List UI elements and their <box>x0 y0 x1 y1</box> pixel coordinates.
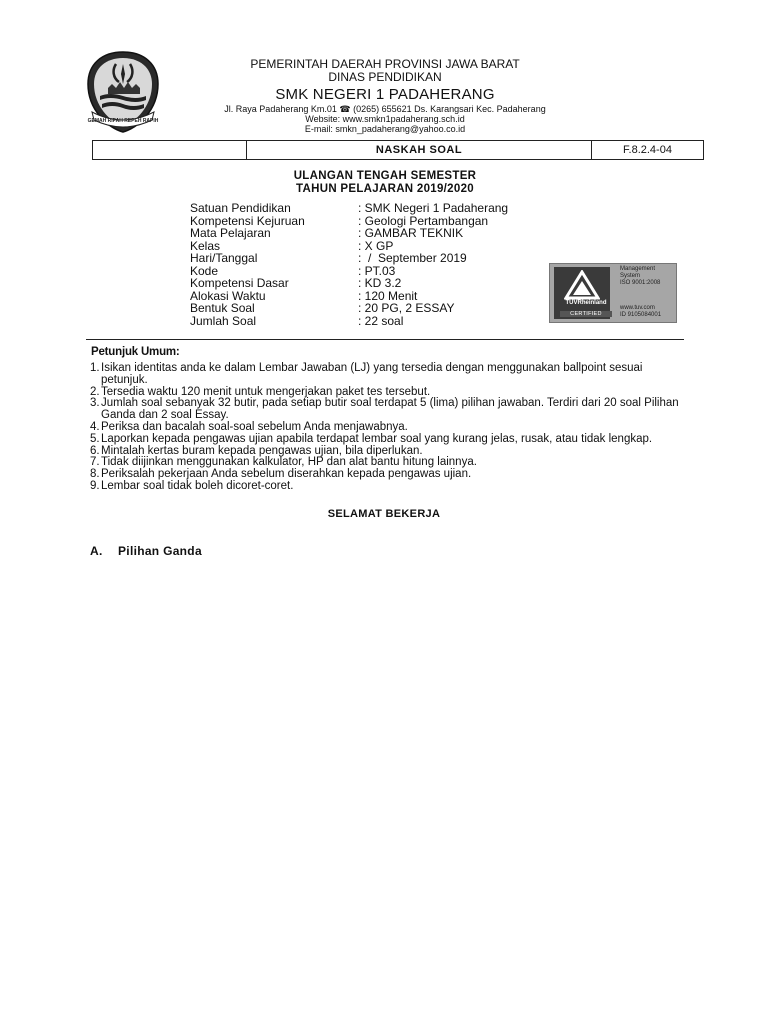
exam-title-line1: ULANGAN TENGAH SEMESTER <box>293 170 477 182</box>
info-row <box>190 315 508 328</box>
info-label: Jumlah Soal <box>190 313 257 328</box>
exam-title-line2: TAHUN PELAJARAN 2019/2020 <box>296 183 474 195</box>
info-value: : Geologi Pertambangan <box>358 213 489 228</box>
info-label: Kompetensi Kejuruan <box>190 213 305 228</box>
item-number: 1. <box>90 362 100 374</box>
section-letter: A. <box>90 544 103 558</box>
item-text: Tersedia waktu 120 menit untuk mengerjakan paket tes tersebut. <box>101 385 431 398</box>
document-code: F.8.2.4-04 <box>623 144 672 156</box>
info-value: : / September 2019 <box>358 251 467 265</box>
cert-details <box>620 266 676 319</box>
triangle-icon <box>564 270 600 300</box>
exam-info-list <box>190 202 508 327</box>
section-title: Pilihan Ganda <box>118 544 202 558</box>
school-email: E-mail: smkn_padaherang@yahoo.co.id <box>304 123 466 134</box>
item-text: Mintalah kertas buram kepada pengawas ujian, bila diperlukan. <box>101 444 423 457</box>
info-value: : KD 3.2 <box>358 276 402 290</box>
school-name: SMK NEGERI 1 PADAHERANG <box>275 85 495 103</box>
instructions-title: Petunjuk Umum: <box>91 346 180 358</box>
info-row <box>190 302 508 315</box>
cert-line: www.tuv.com <box>620 305 655 311</box>
list-item <box>90 422 680 434</box>
item-text: Laporkan kepada pengawas ujian apabila terdapat lembar soal yang kurang jelas, rusak, atau tidak lengkap. <box>101 432 653 445</box>
section-heading <box>90 544 202 558</box>
info-label: Satuan Pendidikan <box>190 201 291 215</box>
info-value: : PT.03 <box>358 263 396 278</box>
item-text: Periksalah pekerjaan Anda sebelum diserahkan kepada pengawas ujian. <box>101 468 472 481</box>
school-address: Jl. Raya Padaherang Km.01 ☎ (0265) 655621 Ds. Karangsari Kec. Padaherang <box>224 103 546 114</box>
list-item <box>90 481 680 493</box>
cert-line: ID 9105084001 <box>620 312 662 318</box>
info-row <box>190 252 508 265</box>
document-title: NASKAH SOAL <box>247 141 592 159</box>
info-label: Kompetensi Dasar <box>190 276 289 290</box>
provincial-emblem-logo <box>86 50 160 134</box>
info-value: : 20 PG, 2 ESSAY <box>358 301 455 315</box>
item-number: 7. <box>90 456 100 469</box>
info-value: : SMK Negeri 1 Padaherang <box>358 201 509 215</box>
list-item <box>90 363 680 387</box>
item-text: Tidak diijinkan menggunakan kalkulator, HP dan alat bantu hitung lainnya. <box>101 456 477 469</box>
item-text: Periksa dan bacalah soal-soal sebelum Anda menjawabnya. <box>101 420 408 433</box>
item-number: 2. <box>90 385 100 398</box>
item-text: Jumlah soal sebanyak 32 butir, pada setiap butir soal terdapat 5 (lima) pilihan jawaban. Terdiri dari 20 soal Pilihan Ganda dan 2 soal Essay. <box>101 397 679 422</box>
list-item <box>90 398 680 422</box>
tuv-logo <box>554 267 610 319</box>
cert-line: System <box>620 273 641 279</box>
info-row <box>190 202 508 215</box>
info-value: : GAMBAR TEKNIK <box>358 226 464 240</box>
item-number: 3. <box>90 397 100 410</box>
cert-brand: TÜVRheinland <box>565 300 607 306</box>
info-label: Hari/Tanggal <box>190 251 258 265</box>
info-row <box>190 277 508 290</box>
info-row <box>190 227 508 240</box>
divider-line <box>86 339 684 340</box>
item-text: Isikan identitas anda ke dalam Lembar Jawaban (LJ) yang tersedia dengan menggunakan ballpoint sesuai petunjuk. <box>101 362 643 386</box>
exam-title <box>180 170 590 196</box>
instructions-list <box>90 363 680 493</box>
letterhead <box>180 58 590 134</box>
info-value: : 22 soal <box>358 313 404 328</box>
school-website: Website: www.smkn1padaherang.sch.id <box>305 113 465 124</box>
item-number: 4. <box>90 420 100 433</box>
info-label: Bentuk Soal <box>190 301 255 315</box>
item-number: 6. <box>90 444 100 457</box>
department-name: DINAS PENDIDIKAN <box>328 70 442 85</box>
info-label: Kelas <box>190 238 221 253</box>
government-name: PEMERINTAH DAERAH PROVINSI JAWA BARAT <box>250 57 520 71</box>
info-label: Alokasi Waktu <box>190 288 266 303</box>
cert-label: CERTIFIED <box>560 311 612 317</box>
closing-message: SELAMAT BEKERJA <box>327 508 441 520</box>
item-number: 9. <box>90 479 100 492</box>
iso-certificate-badge <box>549 263 677 323</box>
document-header-table <box>92 140 704 160</box>
item-number: 5. <box>90 432 100 445</box>
svg-text:GEMAH RIPAH REPEH RAPIH: GEMAH RIPAH REPEH RAPIH <box>87 118 159 124</box>
item-text: Lembar soal tidak boleh dicoret-coret. <box>101 479 294 492</box>
info-value: : X GP <box>358 238 394 253</box>
info-label: Kode <box>190 263 219 278</box>
info-label: Mata Pelajaran <box>190 226 271 240</box>
item-number: 8. <box>90 468 100 481</box>
info-value: : 120 Menit <box>358 288 418 303</box>
cert-line: Management <box>620 266 656 272</box>
blank-cell <box>93 141 247 159</box>
list-item <box>90 434 680 446</box>
cert-line: ISO 9001:2008 <box>620 280 661 286</box>
